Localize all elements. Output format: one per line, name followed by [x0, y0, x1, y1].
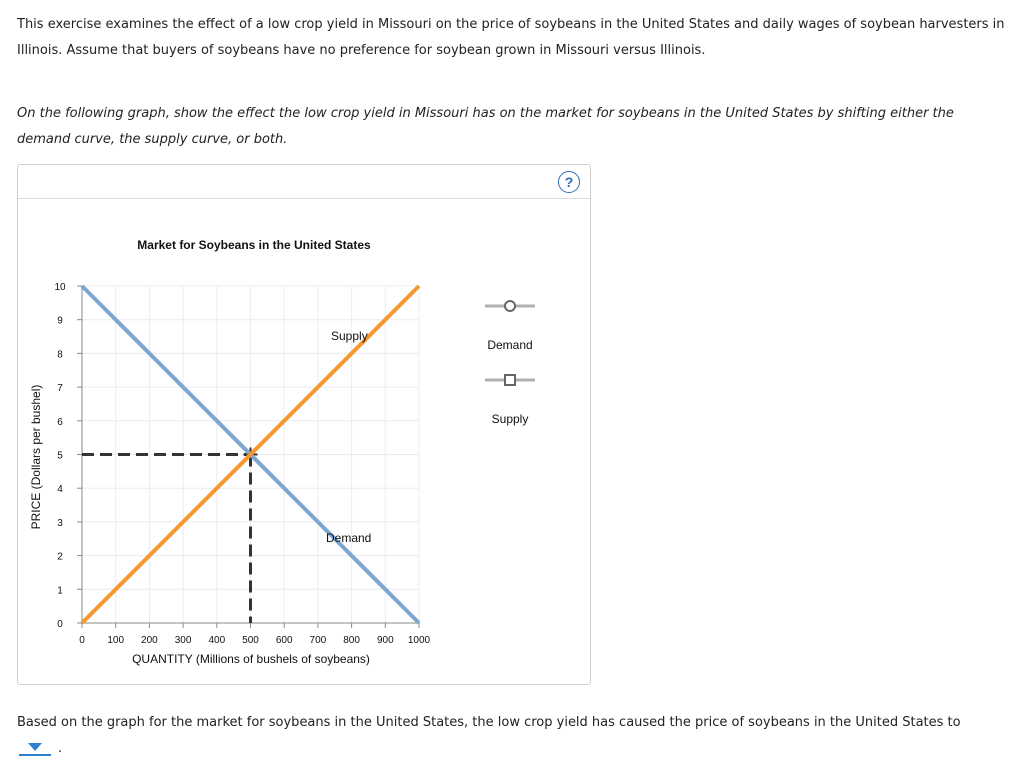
x-tick-label-400: 400 — [208, 635, 226, 646]
x-tick-label-600: 600 — [275, 635, 293, 646]
x-tick-label-100: 100 — [107, 635, 125, 646]
supply-curve-label: Supply — [331, 329, 368, 343]
y-tick-label-10: 10 — [54, 282, 66, 293]
y-tick-label-1: 1 — [57, 585, 63, 597]
dropdown-underline — [19, 754, 51, 756]
sentence-period: . — [58, 741, 63, 756]
intro-text: This exercise examines the effect of a low crop yield in Missouri on the price of soybeans in the United States and daily wages of soybean harvesters in Illinois. Assume that buyers of soybeans have no preference for soybean grown in Missouri versus Illinois. — [17, 17, 1005, 58]
y-tick-label-0: 0 — [57, 619, 63, 630]
y-tick-label-5: 5 — [57, 450, 63, 462]
y-tick-label-9: 9 — [57, 315, 63, 327]
circle-line-icon[interactable] — [505, 301, 515, 311]
instruction-text: On the following graph, show the effect the low crop yield in Missouri has on the market for soybeans in the United States by shifting either the demand curve, the supply curve, or both. — [17, 106, 954, 147]
y-tick-label-3: 3 — [57, 517, 63, 529]
x-tick-label-700: 700 — [309, 635, 327, 646]
y-axis-label: PRICE (Dollars per bushel) — [29, 384, 43, 530]
square-line-icon[interactable] — [505, 375, 515, 385]
x-tick-label-0: 0 — [79, 635, 85, 646]
x-tick-label-500: 500 — [242, 635, 259, 646]
y-tick-label-8: 8 — [57, 349, 63, 361]
y-tick-label-4: 4 — [57, 484, 63, 496]
supply-tool[interactable] — [485, 375, 535, 426]
y-tick-label-2: 2 — [57, 551, 63, 563]
price-change-dropdown[interactable] — [19, 739, 51, 757]
x-tick-label-200: 200 — [141, 635, 158, 646]
x-tick-label-300: 300 — [174, 635, 192, 646]
x-axis-label: QUANTITY (Millions of bushels of soybeans) — [132, 652, 370, 666]
help-icon[interactable]: ? — [558, 171, 580, 193]
chevron-down-icon — [28, 743, 42, 751]
supply-tool-label: Supply — [491, 412, 529, 426]
x-tick-label-1000: 1000 — [407, 635, 431, 646]
chart-title: Market for Soybeans in the United States — [137, 238, 371, 252]
question-text: Based on the graph for the market for soybeans in the United States, the low crop yield has caused the price of soybeans in the United States to — [17, 715, 961, 730]
y-tick-label-7: 7 — [57, 383, 63, 395]
demand-curve-label: Demand — [326, 531, 372, 545]
x-tick-label-800: 800 — [343, 635, 360, 646]
y-tick-label-6: 6 — [57, 416, 63, 428]
demand-tool[interactable] — [485, 301, 535, 352]
x-tick-label-900: 900 — [376, 635, 394, 646]
demand-tool-label: Demand — [487, 338, 533, 352]
